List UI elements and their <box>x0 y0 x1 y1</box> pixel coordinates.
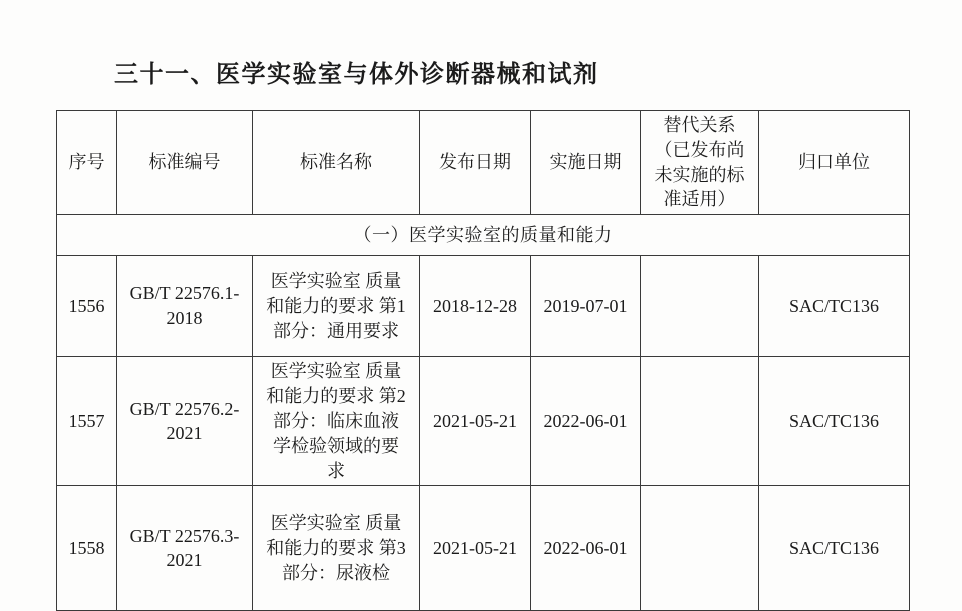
section-label: （一）医学实验室的质量和能力 <box>57 215 910 256</box>
col-header-name: 标准名称 <box>253 111 420 215</box>
col-header-seq: 序号 <box>57 111 117 215</box>
cell-org: SAC/TC136 <box>759 486 910 611</box>
table-row <box>57 357 910 486</box>
cell-replace <box>641 256 759 357</box>
col-header-code: 标准编号 <box>117 111 253 215</box>
cell-publish-date: 2018-12-28 <box>420 256 531 357</box>
cell-standard-name: 医学实验室 质量和能力的要求 第3部分：尿液检 <box>253 486 420 611</box>
cell-replace <box>641 486 759 611</box>
col-header-implement-date: 实施日期 <box>531 111 641 215</box>
cell-org: SAC/TC136 <box>759 256 910 357</box>
cell-seq: 1556 <box>57 256 117 357</box>
cell-org: SAC/TC136 <box>759 357 910 486</box>
cell-replace <box>641 357 759 486</box>
table-section-row <box>57 215 910 256</box>
col-header-replace: 替代关系（已发布尚未实施的标准适用） <box>641 111 759 215</box>
cell-standard-name: 医学实验室 质量和能力的要求 第2部分：临床血液学检验领域的要求 <box>253 357 420 486</box>
cell-seq: 1558 <box>57 486 117 611</box>
standards-table <box>56 110 910 611</box>
table-header-row <box>57 111 910 215</box>
cell-implement-date: 2022-06-01 <box>531 486 641 611</box>
page-title: 三十一、医学实验室与体外诊断器械和试剂 <box>114 62 599 88</box>
cell-standard-name: 医学实验室 质量和能力的要求 第1部分：通用要求 <box>253 256 420 357</box>
cell-standard-code: GB/T 22576.1-2018 <box>117 256 253 357</box>
cell-implement-date: 2019-07-01 <box>531 256 641 357</box>
cell-implement-date: 2022-06-01 <box>531 357 641 486</box>
cell-publish-date: 2021-05-21 <box>420 486 531 611</box>
cell-standard-code: GB/T 22576.3-2021 <box>117 486 253 611</box>
cell-standard-code: GB/T 22576.2-2021 <box>117 357 253 486</box>
col-header-publish-date: 发布日期 <box>420 111 531 215</box>
col-header-org: 归口单位 <box>759 111 910 215</box>
table-row <box>57 486 910 611</box>
cell-publish-date: 2021-05-21 <box>420 357 531 486</box>
table-row <box>57 256 910 357</box>
cell-seq: 1557 <box>57 357 117 486</box>
